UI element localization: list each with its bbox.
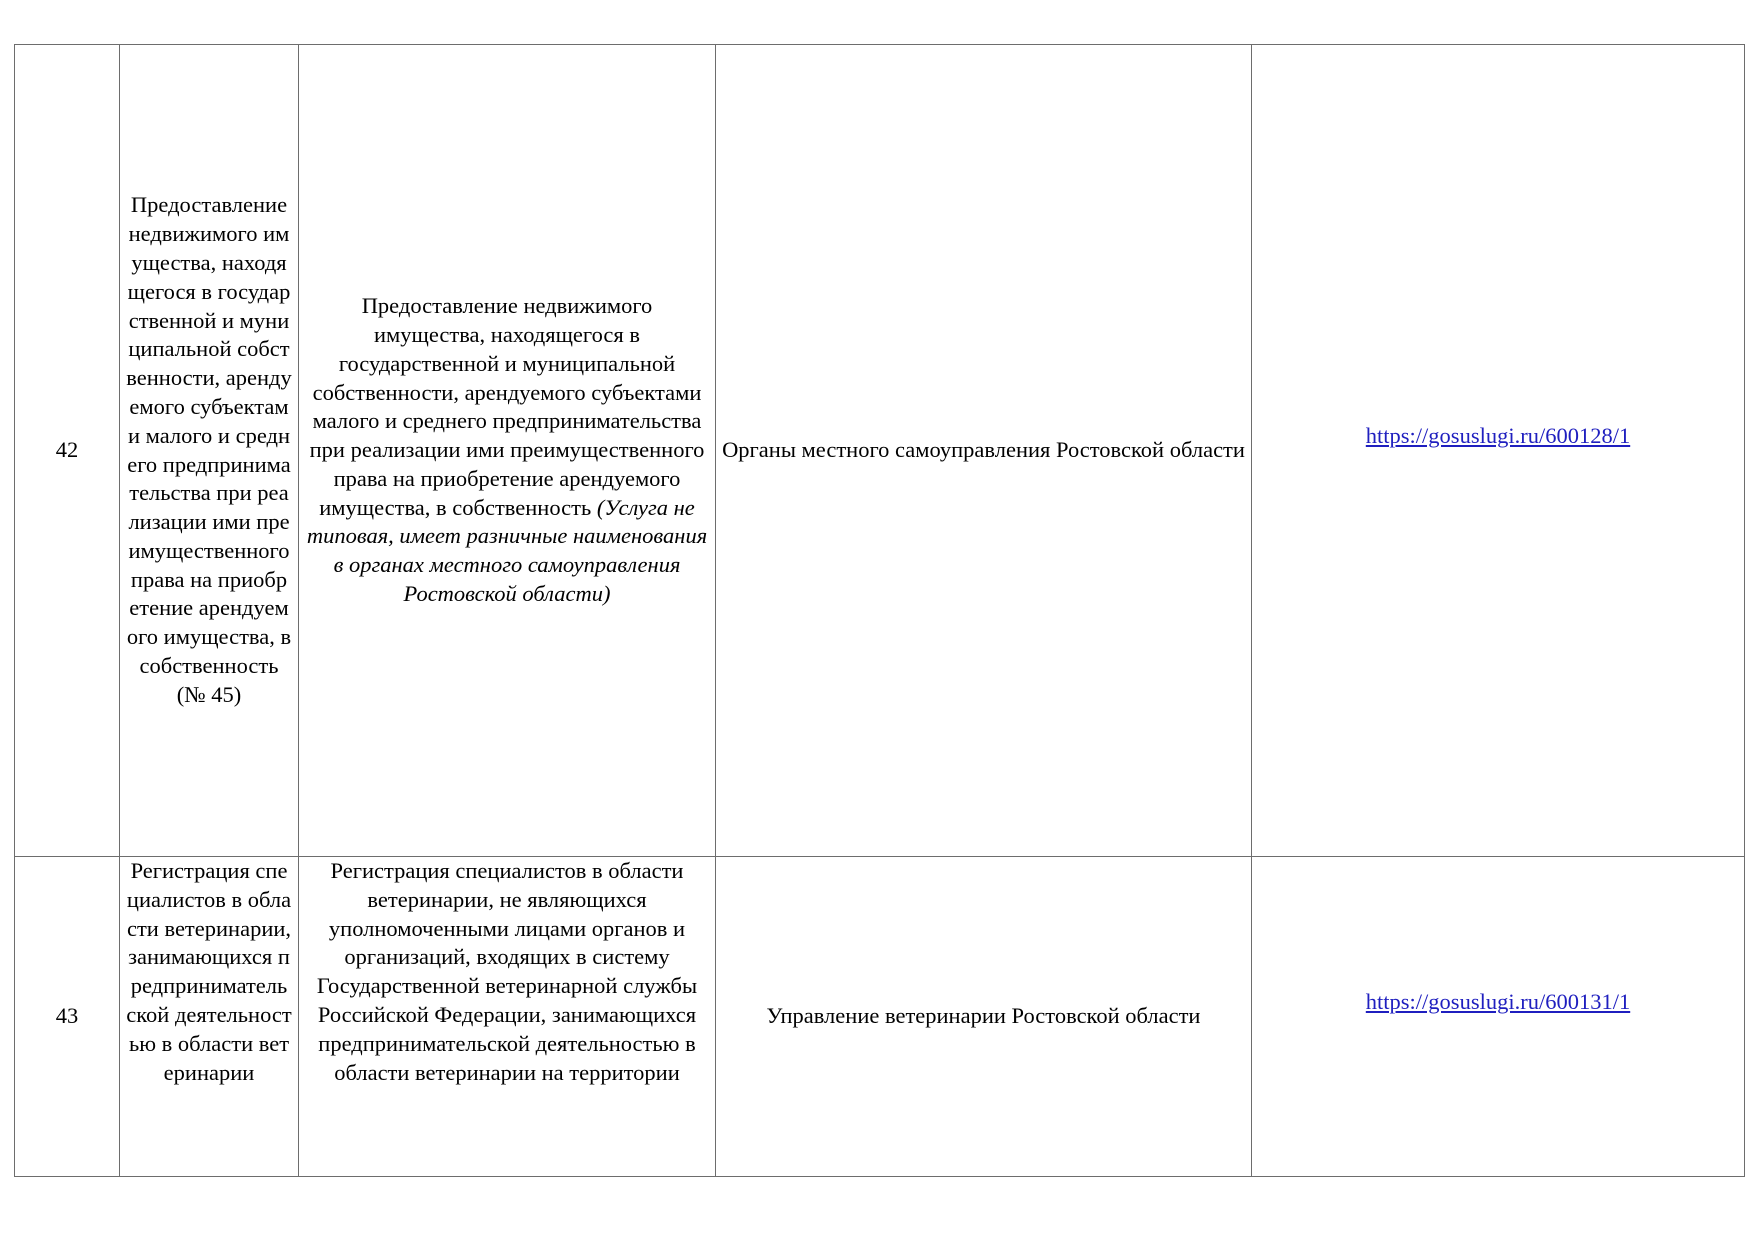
table-row <box>15 857 1745 1177</box>
row-number: 43 <box>55 1003 79 1029</box>
row-number: 42 <box>55 437 79 463</box>
authority-name: Управление ветеринарии Ростовской области <box>766 1003 1201 1029</box>
service-short-name: Предоставление недвижимого имущества, находящегося в государственной и муниципальной собственности, арендуемого субъектами малого и среднего предпринимательства при реализации ими преимущественного права на приобретение арендуемого имущества, в собственность (№ 45) <box>126 192 292 707</box>
authority-name: Органы местного самоуправления Ростовской области <box>722 437 1245 463</box>
service-full-name-cell <box>299 857 716 1177</box>
service-full-name-cell <box>299 45 716 857</box>
row-number-cell <box>15 857 120 1177</box>
services-table <box>14 44 1745 1177</box>
table-row <box>15 45 1745 857</box>
authority-cell <box>716 857 1252 1177</box>
service-short-name-cell <box>120 45 299 857</box>
service-full-name-block <box>299 292 715 609</box>
link-cell <box>1252 45 1745 857</box>
gosuslugi-link[interactable]: https://gosuslugi.ru/600128/1 <box>1365 423 1631 449</box>
service-short-name-cell <box>120 857 299 1177</box>
row-number-cell <box>15 45 120 857</box>
link-cell <box>1252 857 1745 1177</box>
service-short-name: Регистрация специалистов в области ветеринарии, занимающихся предпринимательской деятельностью в области ветеринарии <box>126 858 292 1085</box>
service-full-name-note: (Услуга не типовая, имеет разничные наименования в органах местного самоуправления Ростовской области) <box>306 494 708 607</box>
authority-cell <box>716 45 1252 857</box>
service-full-name: Регистрация специалистов в области ветеринарии, не являющихся уполномоченными лицами органов и организаций, входящих в систему Государственной ветеринарной службы Российской Федерации, занимающихся предпринимательской деятельностью в области ветеринарии на территории <box>316 858 698 1085</box>
gosuslugi-link[interactable]: https://gosuslugi.ru/600131/1 <box>1365 989 1631 1015</box>
service-full-name: Предоставление недвижимого имущества, находящегося в государственной и муниципальной собственности, арендуемого субъектами малого и среднего предпринимательства при реализации ими преимущественного права на приобретение арендуемого имущества, в собственность <box>309 293 705 520</box>
